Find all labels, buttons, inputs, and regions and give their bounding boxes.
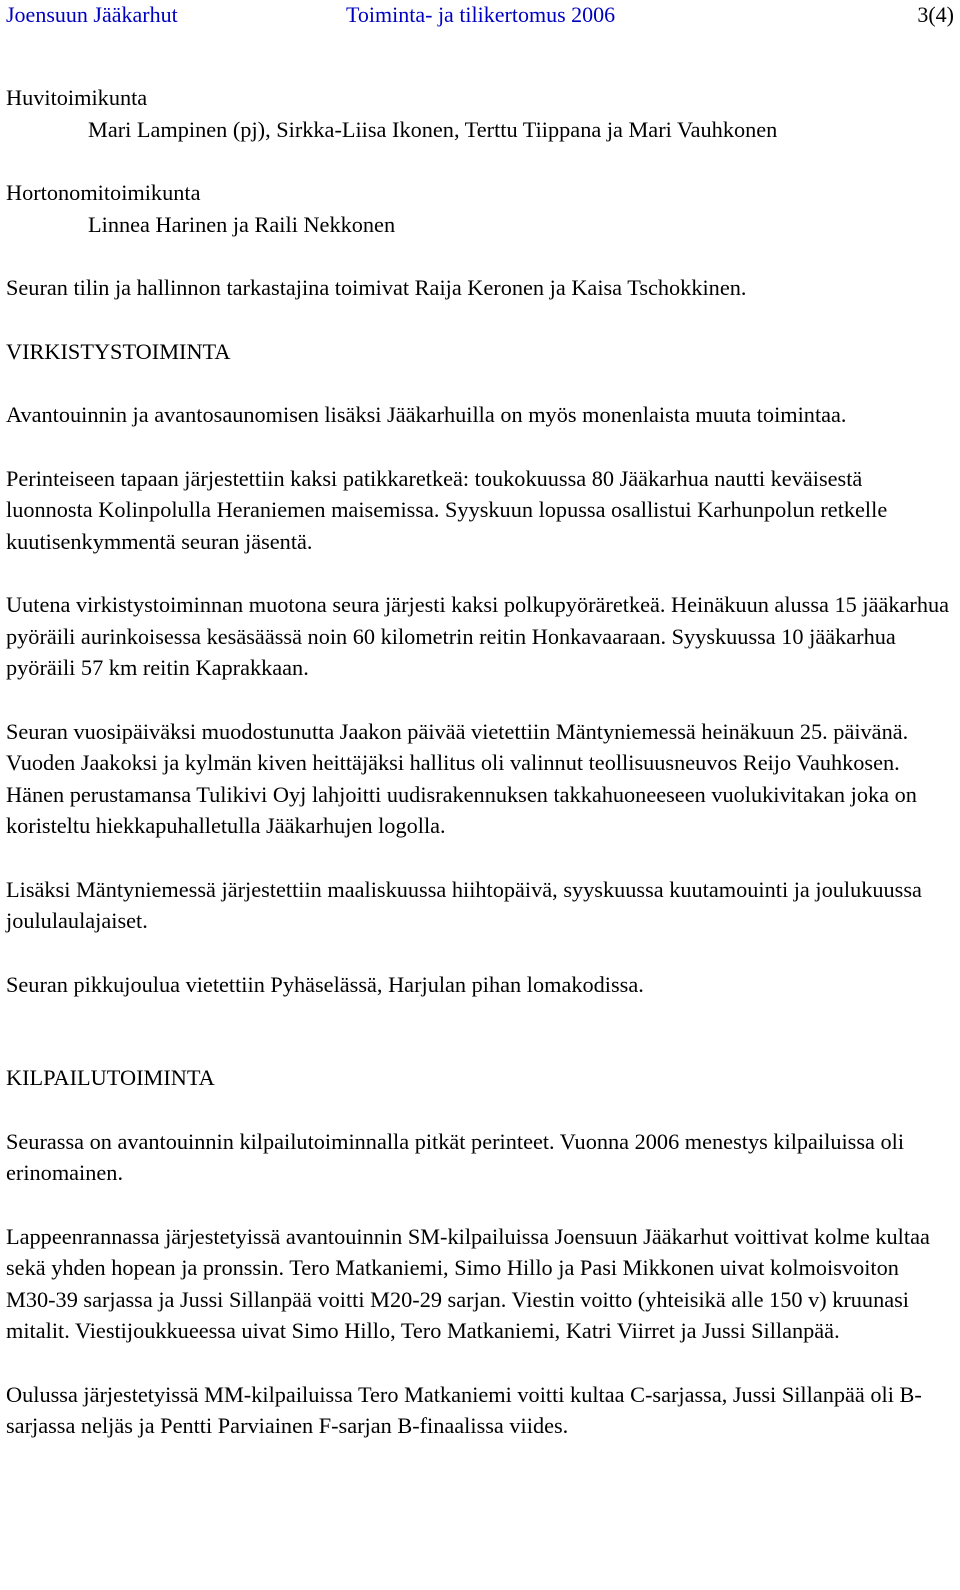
header-page-number: 3(4) [917,2,954,27]
paragraph: Avantouinnin ja avantosaunomisen lisäksi Jääkarhuilla on myös monenlaista muuta toimintaa. [6,402,847,427]
document-body [6,82,954,1442]
paragraph: Perinteiseen tapaan järjestettiin kaksi patikkaretkeä: toukokuussa 80 Jääkarhua nautti keväisestä luonnosta Kolinpolulla Heraniemen maisemissa. Syyskuun lopussa osallistui Karhunpolun retkelle kuutisenkymmentä seuran jäsentä. [6,465,888,554]
paragraph: Seurassa on avantouinnin kilpailutoiminnalla pitkät perinteet. Vuonna 2006 menestys kilpailuissa oli erinomainen. [6,1128,905,1185]
section-heading-competition: KILPAILUTOIMINTA [6,1065,215,1090]
committee-members: Linnea Harinen ja Raili Nekkonen [88,211,396,237]
paragraph: Seuran pikkujoulua vietettiin Pyhäselässä, Harjulan pihan lomakodissa. [6,971,644,997]
page-header [6,0,954,28]
committee-horticulture [6,177,954,240]
section-heading-recreation: VIRKISTYSTOIMINTA [6,338,231,364]
committee-members: Mari Lampinen (pj), Sirkka-Liisa Ikonen, Terttu Tiippana ja Mari Vauhkonen [88,116,778,142]
paragraph: Seuran vuosipäiväksi muodostunutta Jaakon päivää vietettiin Mäntyniemessä heinäkuun 25. päivänä. Vuoden Jaakoksi ja kylmän kiven heittäjäksi hallitus oli valinnut teollisuusneuvos Reijo Vauhkosen. Hänen perustamansa Tulikivi Oyj lahjoitti uudisrakennuksen takkahuoneeseen vuolukivitakan joka on koristeltu hiekkapuhalletulla Jääkarhujen logolla. [6,718,917,838]
paragraph: Lisäksi Mäntyniemessä järjestettiin maaliskuussa hiihtopäivä, syyskuussa kuutamouinti ja joulukuussa joululaulajaiset. [6,876,922,933]
auditors-paragraph: Seuran tilin ja hallinnon tarkastajina toimivat Raija Keronen ja Kaisa Tschokkinen. [6,275,747,300]
header-document-title: Toiminta- ja tilikertomus 2006 [346,2,616,27]
header-organization: Joensuun Jääkarhut [6,2,178,27]
paragraph: Uutena virkistystoiminnan muotona seura järjesti kaksi polkupyöräretkeä. Heinäkuun alussa 15 jääkarhua pyöräili aurinkoisessa kesäsäässä noin 60 kilometrin reitin Honkavaaraan. Syyskuussa 10 jääkarhua pyöräili 57 km reitin Kaprakkaan. [6,592,950,680]
paragraph: Lappeenrannassa järjestetyissä avantouinnin SM-kilpailuissa Joensuun Jääkarhut voittivat kolme kultaa sekä yhden hopean ja pronssin. Tero Matkaniemi, Simo Hillo ja Pasi Mikkonen uivat kolmoisvoiton M30-39 sarjassa ja Jussi Sillanpää voitti M20-29 sarjan. Viestin voitto (yhteisikä alle 150 v) kruunasi mitalit. Viestijoukkueessa uivat Simo Hillo, Tero Matkaniemi, Katri Viirret ja Jussi Sillanpää. [6,1223,930,1343]
committee-name: Huvitoimikunta [6,85,148,110]
committee-entertainment [6,82,954,145]
paragraph: Oulussa järjestetyissä MM-kilpailuissa Tero Matkaniemi voitti kultaa C-sarjassa, Jussi Sillanpää oli B-sarjassa neljäs ja Pentti Parviainen F-sarjan B-finaalissa viides. [6,1381,922,1438]
committee-name: Hortonomitoimikunta [6,180,201,205]
